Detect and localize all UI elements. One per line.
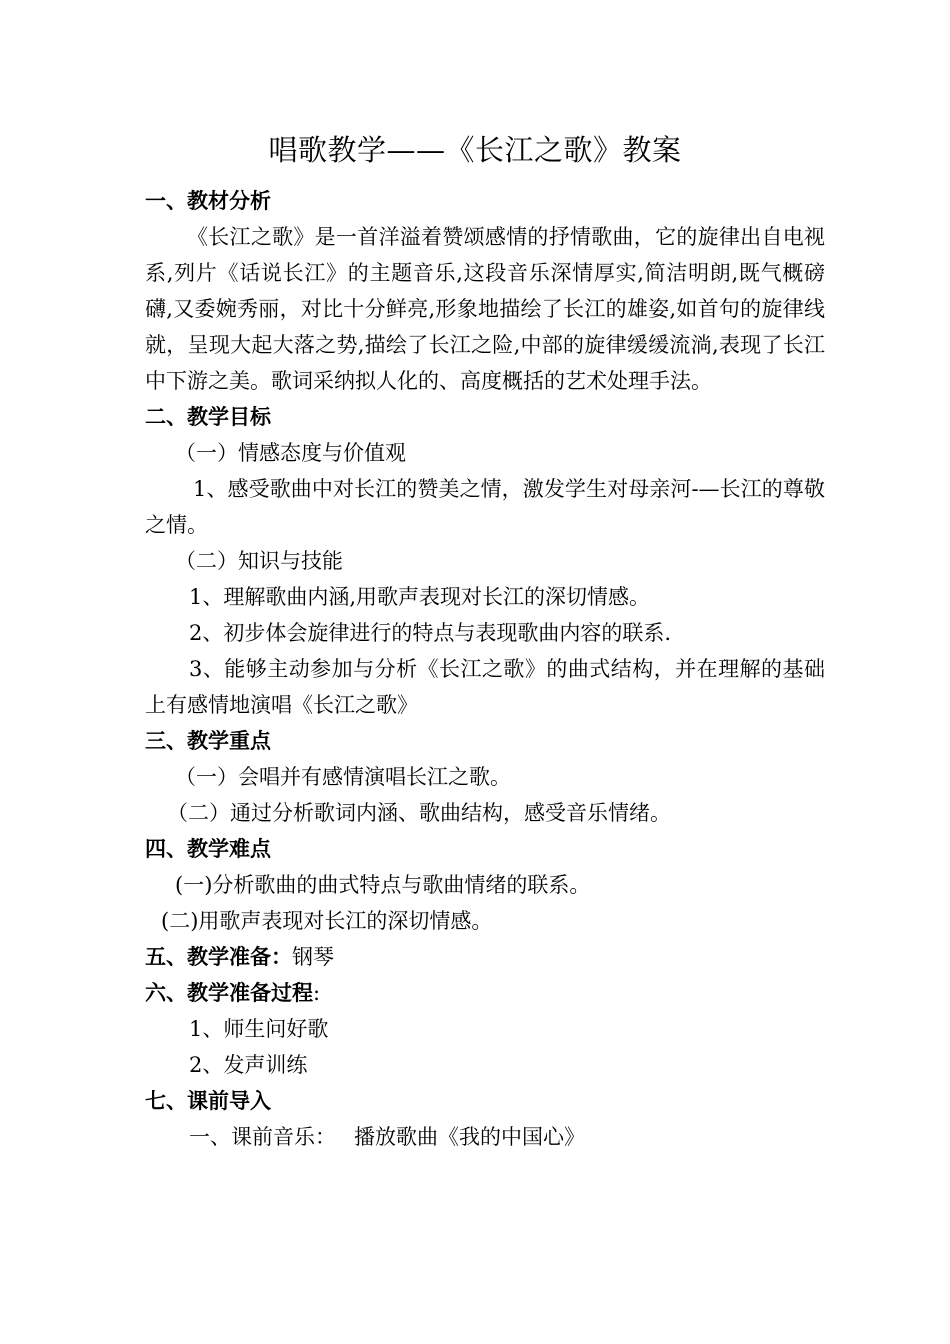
- document-body: [145, 183, 825, 1155]
- section-4-item-1: (一)分析歌曲的曲式特点与歌曲情绪的联系。: [175, 873, 591, 897]
- section-7-item-1: [145, 1119, 825, 1155]
- section-7-item-1-value: 播放歌曲《我的中国心》: [354, 1125, 585, 1149]
- section-2-sub-1: （一）情感态度与价值观: [175, 441, 406, 465]
- section-heading-4: 四、教学难点: [145, 837, 271, 861]
- section-6-colon: :: [313, 981, 321, 1005]
- section-heading-5: 五、教学准备：: [145, 945, 292, 969]
- section-6-item-1: 1、师生问好歌: [189, 1017, 329, 1041]
- section-heading-3: 三、教学重点: [145, 729, 271, 753]
- section-5-value: 钢琴: [292, 945, 334, 969]
- section-6-item-2: 2、发声训练: [189, 1053, 308, 1077]
- section-2-sub-2-item-1: 1、理解歌曲内涵,用歌声表现对长江的深切情感。: [189, 585, 651, 609]
- section-heading-2: 二、教学目标: [145, 405, 271, 429]
- section-2-sub-2: （二）知识与技能: [175, 549, 343, 573]
- section-3-item-1: （一）会唱并有感情演唱长江之歌。: [175, 765, 511, 789]
- section-heading-7: 七、课前导入: [145, 1089, 271, 1113]
- section-3-item-2: （二）通过分析歌词内涵、歌曲结构，感受音乐情绪。: [167, 801, 671, 825]
- document-title: 唱歌教学——《长江之歌》教案: [268, 133, 682, 167]
- section-2-sub-1-item-1: 1、感受歌曲中对长江的赞美之情，激发学生对母亲河-—长江的尊敬之情。: [145, 477, 825, 537]
- section-6-line: [145, 975, 825, 1011]
- section-2-sub-2-item-2: 2、初步体会旋律进行的特点与表现歌曲内容的联系.: [189, 621, 672, 645]
- section-4-item-2: (二)用歌声表现对长江的深切情感。: [161, 909, 493, 933]
- section-2-sub-2-item-3: 3、能够主动参加与分析《长江之歌》的曲式结构，并在理解的基础上有感情地演唱《长江之歌》: [145, 657, 825, 717]
- section-7-item-1-label: 一、课前音乐：: [189, 1125, 336, 1149]
- section-heading-6: 六、教学准备过程: [145, 981, 313, 1005]
- section-1-paragraph: 《长江之歌》是一首洋溢着赞颂感情的抒情歌曲，它的旋律出自电视系,列片《话说长江》的主题音乐,这段音乐深情厚实,简洁明朗,既气概磅礴,又委婉秀丽，对比十分鲜亮,形象地描绘了长江的雄姿,如首句的旋律线就，呈现大起大落之势,描绘了长江之险,中部的旋律缓缓流淌,表现了长江中下游之美。歌词采纳拟人化的、高度概括的艺术处理手法。: [145, 225, 825, 393]
- section-heading-1: 一、教材分析: [145, 189, 271, 213]
- section-5-line: [145, 939, 825, 975]
